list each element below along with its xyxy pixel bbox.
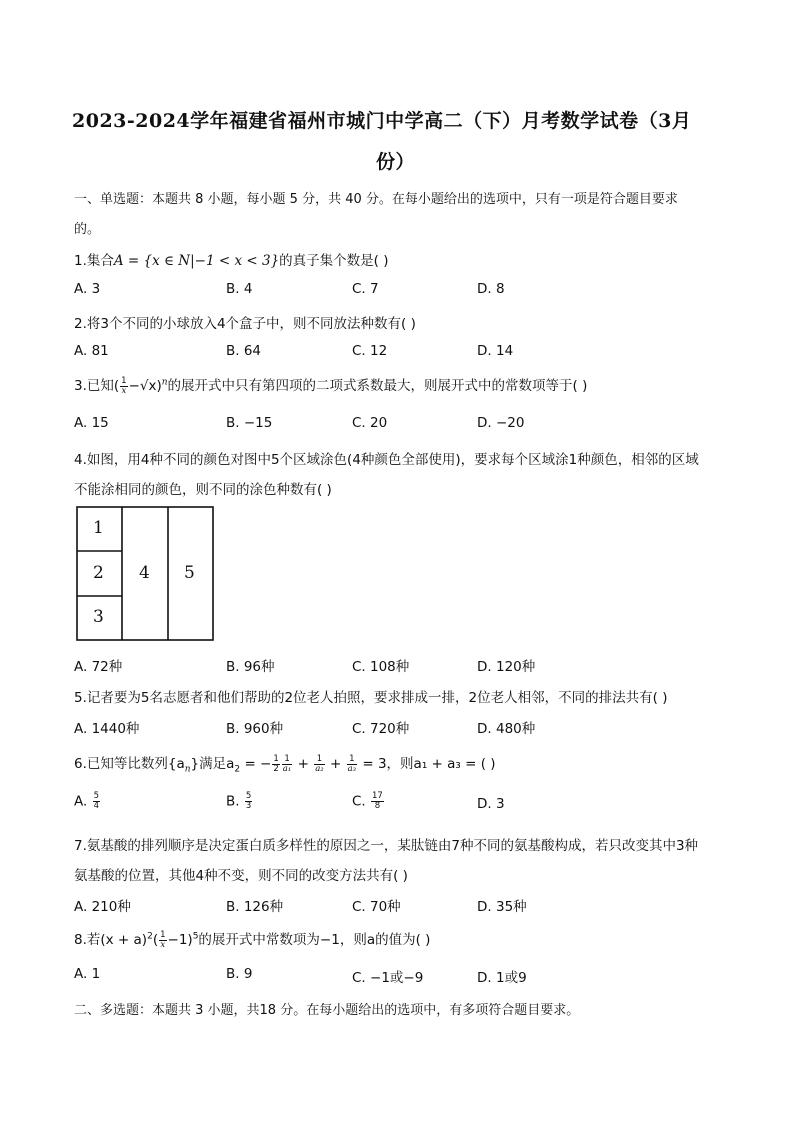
question-1 [74,249,388,269]
q8-close: −1) [167,932,193,948]
q8-frac-num: 1 [160,929,166,940]
region-2-label: 2 [93,563,104,583]
q3-option-d: D. −20 [477,415,525,431]
q1-option-a: A. 3 [74,281,101,297]
q6-sub-n: n [184,764,191,775]
q6-option-a-label: A. [74,793,92,810]
q8-option-a: A. 1 [74,966,101,982]
section1-header-line2: 的。 [74,222,101,237]
question-3 [74,374,587,396]
q1-option-c: C. 7 [352,281,379,297]
q6-option-c-label: C. [352,793,371,810]
q8-frac-den: x [160,939,166,950]
q6-option-c-num: 17 [372,791,383,801]
exam-title-line1: 2023-2024学年福建省福州市城门中学高二（下）月考数学试卷（3月 [72,110,692,132]
q4-option-b: B. 96种 [226,659,275,675]
question-2: 2.将3个不同的小球放入4个盒子中，则不同放法种数有( ) [74,316,416,332]
q8-open: ( [152,932,159,948]
q1-prefix: 1.集合 [74,253,114,269]
q3-mid: −√x) [128,378,162,394]
q6-frac-1-den: 2 [273,763,279,774]
region-3-label: 3 [93,607,104,627]
q3-suffix: 的展开式中只有第四项的二项式系数最大，则展开式中的常数项等于( ) [167,378,588,394]
q8-suffix: 的展开式中常数项为−1，则a的值为( ) [198,932,431,948]
q6-option-c-frac [371,792,384,811]
q8-exp1: 2 [147,931,153,942]
q6-option-b-frac [245,792,252,811]
q3-option-c: C. 20 [352,415,388,431]
q6-frac-3-den: a₂ [315,763,324,774]
q4-option-c: C. 108种 [352,659,410,675]
q3-option-b: B. −15 [226,415,273,431]
q6-eq: = − [240,756,272,772]
question-5: 5.记者要为5名志愿者和他们帮助的2位老人拍照，要求排成一排，2位老人相邻，不同的排法共有( ) [74,690,668,706]
region-5-label: 5 [184,563,195,583]
q6-frac-2-den: a₁ [282,763,292,774]
q6-option-d: D. 3 [477,796,505,812]
q3-frac-den: x [121,385,127,396]
q6-option-a-den: 4 [93,801,100,811]
q8-option-b: B. 9 [226,966,253,982]
q6-option-b-label: B. [226,793,244,810]
q6-tail: = 3，则a₁ + a₃ = ( ) [358,756,496,772]
q3-option-a: A. 15 [74,415,109,431]
q2-option-c: C. 12 [352,343,388,359]
q6-frac-1 [272,755,279,774]
q6-option-b-num: 5 [245,791,252,801]
q5-option-a: A. 1440种 [74,721,140,737]
q6-frac-3 [314,755,324,774]
q5-option-d: D. 480种 [477,721,536,737]
q6-prefix: 6.已知等比数列{a [74,756,185,772]
q3-frac-num: 1 [121,375,127,386]
region-4-label: 4 [139,563,150,583]
q3-fraction [120,377,127,396]
q7-option-d: D. 35种 [477,899,527,915]
q6-frac-2-num: 1 [282,755,292,765]
section2-header: 二、多选题：本题共 3 小题，共18 分。在每小题给出的选项中，有多项符合题目要求。 [74,1003,580,1018]
q7-option-c: C. 70种 [352,899,401,915]
q6-option-c-den: 8 [374,801,381,811]
q1-suffix: 的真子集个数是( ) [279,253,389,269]
region-1-label: 1 [93,518,104,538]
q6-frac-4 [347,755,357,774]
q6-frac-3-num: 1 [314,755,324,765]
q8-fraction [159,931,166,950]
q8-option-d: D. 1或9 [477,970,527,986]
q2-option-d: D. 14 [477,343,514,359]
q6-frac-4-num: 1 [347,755,357,765]
q7-option-b: B. 126种 [226,899,284,915]
q6-option-c [352,792,385,811]
q6-frac-1-num: 1 [273,753,279,764]
question-4-line2: 不能涂相同的颜色，则不同的涂色种数有( ) [74,482,332,498]
q5-option-b: B. 960种 [226,721,284,737]
q8-option-c: C. −1或−9 [352,970,424,986]
question-7-line2: 氨基酸的位置，其他4种不变，则不同的改变方法共有( ) [74,868,408,884]
q6-frac-4-den: a₃ [347,763,357,774]
q6-plus-2: + [325,756,346,772]
q1-option-b: B. 4 [226,281,253,297]
q8-exp2: 5 [192,931,199,942]
section1-header-line1: 一、单选题：本题共 8 小题，每小题 5 分，共 40 分。在每小题给出的选项中，只有一项是符合题目要求 [74,192,678,207]
q6-sub-2: 2 [234,764,241,775]
question-4-line1: 4.如图，用4种不同的颜色对图中5个区域涂色(4种颜色全部使用)，要求每个区域涂1种颜色，相邻的区域 [74,452,699,468]
q6-option-a-frac [93,792,100,811]
exam-title-line2: 份） [376,151,416,173]
q7-option-a: A. 210种 [74,899,131,915]
q5-option-c: C. 720种 [352,721,410,737]
q6-option-b [226,792,253,811]
q4-option-d: D. 120种 [477,659,536,675]
q6-mid: }满足a [190,756,235,772]
q2-option-b: B. 64 [226,343,262,359]
q1-option-d: D. 8 [477,281,505,297]
question-6 [74,752,496,775]
q1-set: A = {x ∈ N|−1 < x < 3} [113,253,280,269]
q6-frac-2 [282,755,292,774]
q6-option-b-den: 3 [245,801,252,811]
q8-prefix: 8.若(x + a) [74,932,148,948]
question-7-line1: 7.氨基酸的排列顺序是决定蛋白质多样性的原因之一，某肽链由7种不同的氨基酸构成，若只改变其中3种 [74,838,699,854]
q6-option-a-num: 5 [93,791,100,801]
q3-exp: n [161,377,168,388]
q3-prefix: 3.已知( [74,378,120,394]
q6-plus-1: + [293,756,314,772]
q6-option-a [74,792,101,811]
q2-option-a: A. 81 [74,343,109,359]
q4-option-a: A. 72种 [74,659,123,675]
question-8 [74,928,430,950]
